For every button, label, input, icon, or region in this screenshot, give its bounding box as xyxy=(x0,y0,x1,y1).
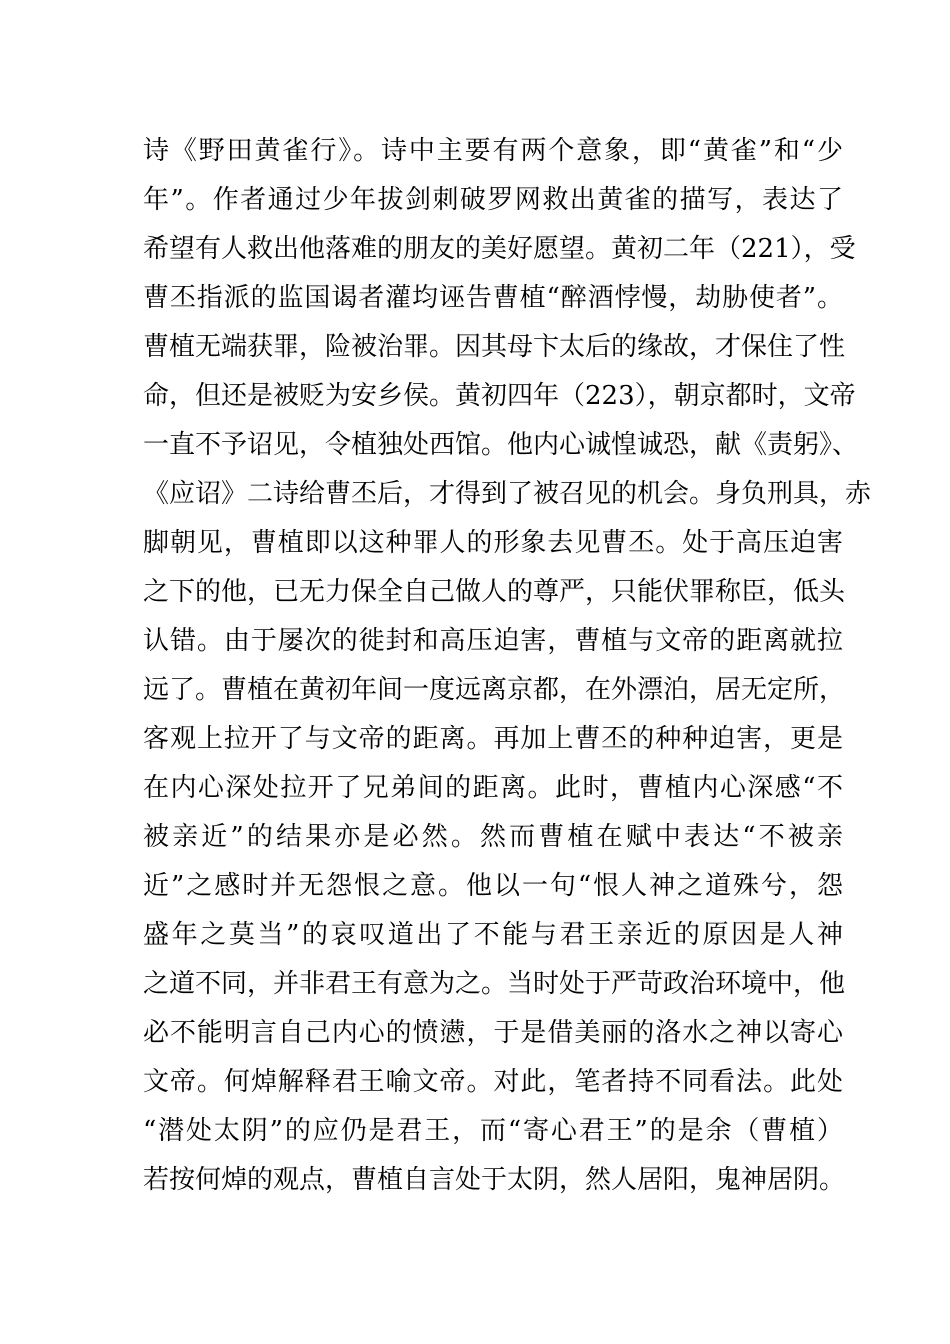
text-line: 被亲近”的结果亦是必然。然而曹植在赋中表达“不被亲 xyxy=(143,822,843,852)
text-line: 之道不同，并非君王有意为之。当时处于严苛政治环境中，他 xyxy=(143,969,846,999)
body-text xyxy=(143,127,872,1205)
text-line: 若按何焯的观点，曹植自言处于太阴，然人居阳，鬼神居阴。 xyxy=(143,1165,846,1195)
text-line: 远了。曹植在黄初年间一度远离京都，在外漂泊，居无定所， xyxy=(143,675,846,705)
text-line: 文帝。何焯解释君王喻文帝。对此，笔者持不同看法。此处 xyxy=(143,1067,843,1097)
text-line: 盛年之莫当”的哀叹道出了不能与君王亲近的原因是人神 xyxy=(143,920,843,950)
text-line: 《应诏》二诗给曹丕后，才得到了被召见的机会。身负刑具，赤 xyxy=(143,479,872,509)
text-line: 年”。作者通过少年拔剑刺破罗网救出黄雀的描写，表达了 xyxy=(143,185,843,215)
text-line: 希望有人救出他落难的朋友的美好愿望。黄初二年（221），受 xyxy=(143,234,856,264)
text-line: 客观上拉开了与文帝的距离。再加上曹丕的种种迫害，更是 xyxy=(143,724,843,754)
text-line: 必不能明言自己内心的愤懑，于是借美丽的洛水之神以寄心 xyxy=(143,1018,843,1048)
text-line: 脚朝见，曹植即以这种罪人的形象去见曹丕。处于高压迫害 xyxy=(143,528,843,558)
text-line: 近”之感时并无怨恨之意。他以一句“恨人神之道殊兮，怨 xyxy=(143,871,843,901)
text-line: 在内心深处拉开了兄弟间的距离。此时，曹植内心深感“不 xyxy=(143,773,843,803)
text-line: 之下的他，已无力保全自己做人的尊严，只能伏罪称臣，低头 xyxy=(143,577,846,607)
text-line: 命，但还是被贬为安乡侯。黄初四年（223），朝京都时，文帝 xyxy=(143,381,856,411)
text-line: 一直不予诏见，令植独处西馆。他内心诚惶诚恐，献《责躬》、 xyxy=(143,430,859,460)
text-line: 曹植无端获罪，险被治罪。因其母卞太后的缘故，才保住了性 xyxy=(143,332,846,362)
text-line: “潜处太阴”的应仍是君王，而“寄心君王”的是余（曹植） xyxy=(143,1116,843,1146)
text-line: 认错。由于屡次的徙封和高压迫害，曹植与文帝的距离就拉 xyxy=(143,626,843,656)
text-line: 曹丕指派的监国谒者灌均诬告曹植“醉酒悖慢，劫胁使者”。 xyxy=(143,283,843,313)
text-line: 诗《野田黄雀行》。诗中主要有两个意象，即“黄雀”和“少 xyxy=(143,136,843,166)
